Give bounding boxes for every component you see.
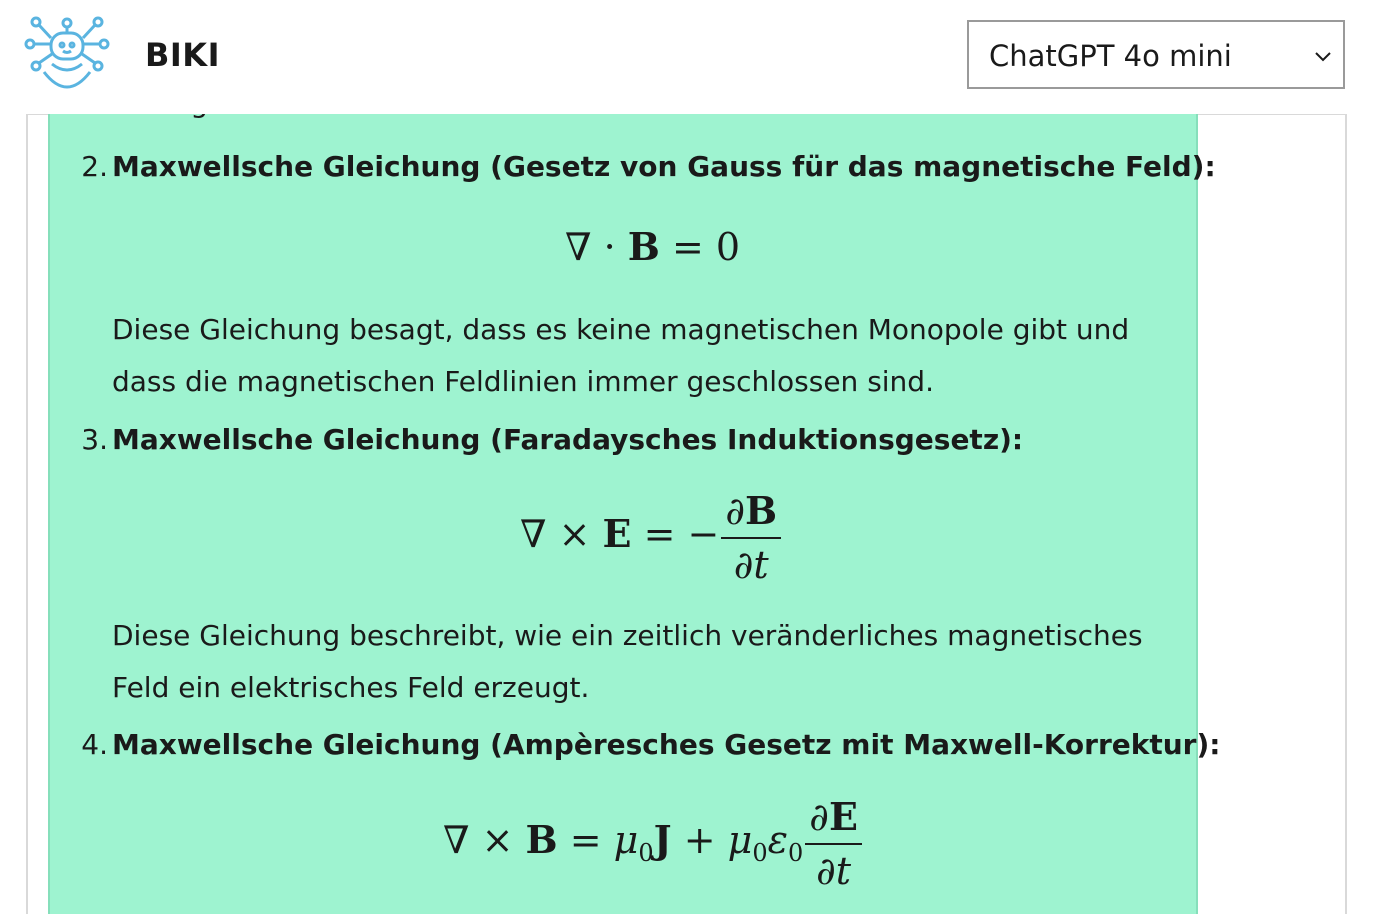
list-number: 2.: [81, 150, 108, 183]
robot-logo-icon: [22, 14, 112, 90]
app-title: BIKI: [145, 36, 220, 74]
list-item-description: Diese Gleichung besagt, dass es keine magnetischen Monopole gibt und dass die magnetischen Feldlinien immer geschlossen sind.: [112, 313, 1130, 398]
list-number: 3.: [81, 423, 108, 456]
assistant-message: [48, 114, 1221, 914]
chevron-down-icon: [1311, 44, 1335, 68]
equation-gauss-magnetism: ∇ · B = 0: [565, 224, 741, 269]
list-item-title: Maxwellsche Gleichung (Faradaysches Induktionsgesetz):: [112, 423, 1024, 456]
equation-faraday: ∇ × E = − $\frac{\partial B}{\partial t}$: [520, 488, 781, 587]
list-number: 4.: [81, 728, 108, 761]
equation-ampere-maxwell: ∇ × $B = \mu_0J + \mu_0\varepsilon_0$ $\frac{\partial E}{\partial t}$: [443, 794, 862, 893]
list-item-title: Maxwellsche Gleichung (Ampèresches Gesetz mit Maxwell-Korrektur):: [112, 728, 1221, 761]
model-select[interactable]: [967, 20, 1345, 89]
list-item-title: Maxwellsche Gleichung (Gesetz von Gauss für das magnetische Feld):: [112, 150, 1216, 183]
list-item-description: Diese Gleichung beschreibt, wie ein zeitlich veränderliches magnetisches Feld ein elektrisches Feld erzeugt.: [112, 619, 1143, 704]
model-select-value: ChatGPT 4o mini: [989, 39, 1232, 73]
app-header: [0, 0, 1384, 114]
